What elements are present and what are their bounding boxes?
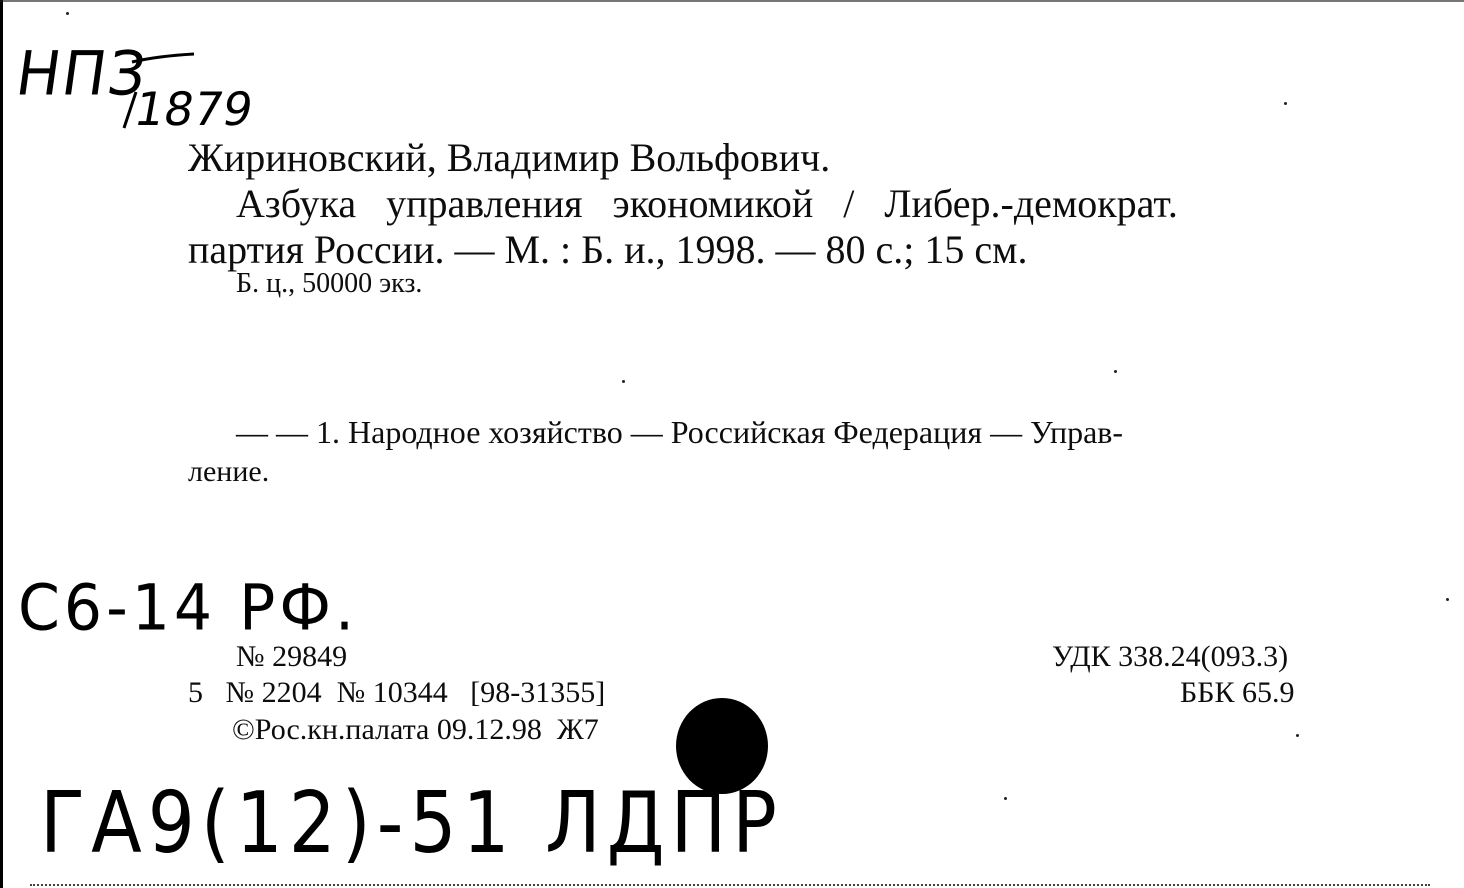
title-line-1: Азбука управления экономикой / Либер.-демократ.	[236, 181, 1178, 226]
card-left-edge	[0, 0, 3, 888]
handwritten-code-letters: НПЗ	[11, 38, 153, 110]
scan-speck	[622, 380, 625, 383]
registration-numbers: 5 № 2204 № 10344 [98-31355]	[188, 676, 606, 709]
handwritten-overline	[128, 50, 198, 70]
udk-code: УДК 338.24(093.3)	[1052, 640, 1289, 673]
subject-line-2: ление.	[188, 455, 270, 488]
scan-speck	[66, 12, 69, 15]
scan-speck	[1446, 598, 1449, 601]
price-copies: Б. ц., 50000 экз.	[236, 268, 423, 299]
card-top-edge	[0, 0, 1464, 2]
card-bottom-edge	[30, 884, 1430, 886]
author-heading: Жириновский, Владимир Вольфович.	[188, 135, 831, 180]
handwritten-bottom-code: ГА9(12)-51 ЛДПР	[40, 774, 783, 873]
title-line-2: партия России. — М. : Б. и., 1998. — 80 с.; 15 см.	[188, 227, 1028, 272]
card-number: № 29849	[236, 640, 348, 673]
scan-speck	[1114, 370, 1117, 373]
scan-speck	[1284, 102, 1287, 105]
bbk-code: ББК 65.9	[1180, 676, 1295, 709]
handwritten-mid-code: С6-14 РФ.	[18, 572, 359, 646]
scan-speck	[1004, 797, 1007, 800]
subject-line-1: — — 1. Народное хозяйство — Российская Федерация — Управ-	[236, 414, 1124, 450]
handwritten-code-number: 1879	[130, 82, 258, 136]
chamber-imprint: ©Рос.кн.палата 09.12.98 Ж7	[232, 713, 599, 746]
scan-speck	[1296, 734, 1299, 737]
